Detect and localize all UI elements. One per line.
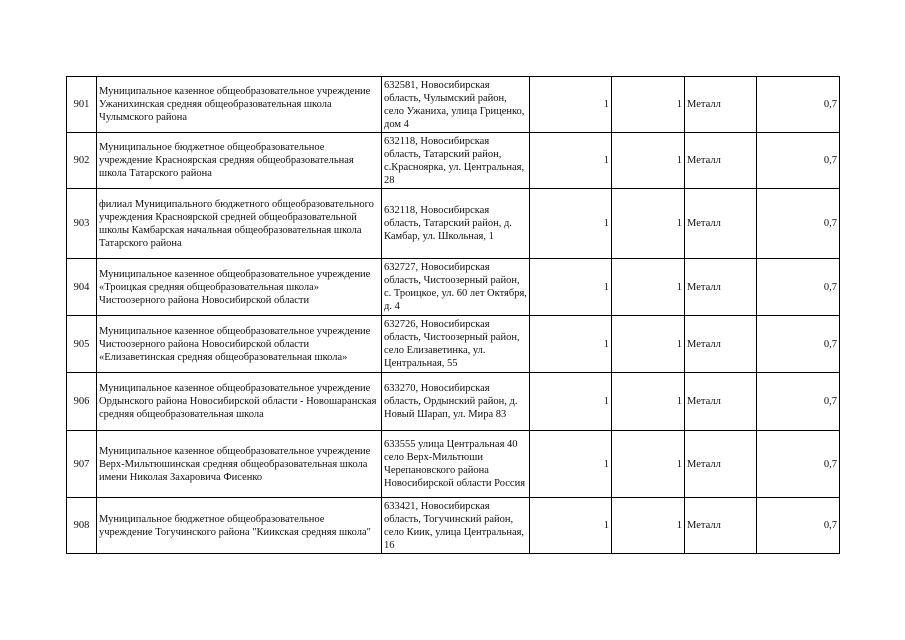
- volume-cell: 0,7: [757, 431, 840, 498]
- quantity-2-cell: 1: [612, 498, 685, 554]
- quantity-2-cell: 1: [612, 259, 685, 316]
- material-cell: Металл: [685, 373, 757, 431]
- quantity-1-cell: 1: [530, 498, 612, 554]
- institution-address-cell: 633270, Новосибирская область, Ордынский район, д. Новый Шарап, ул. Мира 83: [382, 373, 530, 431]
- row-number-cell: 907: [67, 431, 97, 498]
- material-cell: Металл: [685, 133, 757, 189]
- institution-name-cell: Муниципальное казенное общеобразовательное учреждение Чистоозерного района Новосибирской области «Елизаветинская средняя общеобразовательная школа»: [97, 316, 382, 373]
- table-row: [67, 133, 840, 189]
- table-row: [67, 498, 840, 554]
- institution-address-cell: 633555 улица Центральная 40 село Верх-Мильтюши Черепановского района Новосибирской области Россия: [382, 431, 530, 498]
- institution-address-cell: 632118, Новосибирская область, Татарский район, д. Камбар, ул. Школьная, 1: [382, 189, 530, 259]
- quantity-1-cell: 1: [530, 133, 612, 189]
- quantity-2-cell: 1: [612, 133, 685, 189]
- institution-address-cell: 632581, Новосибирская область, Чулымский район, село Ужаниха, улица Гриценко, дом 4: [382, 77, 530, 133]
- material-cell: Металл: [685, 498, 757, 554]
- material-cell: Металл: [685, 259, 757, 316]
- table-row: [67, 431, 840, 498]
- volume-cell: 0,7: [757, 77, 840, 133]
- material-cell: Металл: [685, 316, 757, 373]
- table-row: [67, 316, 840, 373]
- quantity-1-cell: 1: [530, 316, 612, 373]
- institution-name-cell: Муниципальное бюджетное общеобразовательное учреждение Красноярская средняя общеобразовательная школа Татарского района: [97, 133, 382, 189]
- volume-cell: 0,7: [757, 189, 840, 259]
- volume-cell: 0,7: [757, 316, 840, 373]
- material-cell: Металл: [685, 431, 757, 498]
- row-number-cell: 901: [67, 77, 97, 133]
- institution-name-cell: Муниципальное бюджетное общеобразовательное учреждение Тогучинского района "Киикская средняя школа": [97, 498, 382, 554]
- quantity-2-cell: 1: [612, 431, 685, 498]
- quantity-1-cell: 1: [530, 431, 612, 498]
- quantity-1-cell: 1: [530, 373, 612, 431]
- institution-name-cell: филиал Муниципального бюджетного общеобразовательного учреждения Красноярской средней общеобразовательной школы Камбарская начальная общеобразовательная школа Татарского района: [97, 189, 382, 259]
- row-number-cell: 903: [67, 189, 97, 259]
- row-number-cell: 908: [67, 498, 97, 554]
- row-number-cell: 904: [67, 259, 97, 316]
- institution-name-cell: Муниципальное казенное общеобразовательное учреждение Верх-Мильтюшинская средняя общеобразовательная школа имени Николая Захаровича Фисенко: [97, 431, 382, 498]
- table-row: [67, 259, 840, 316]
- row-number-cell: 905: [67, 316, 97, 373]
- table-row: [67, 77, 840, 133]
- table-body: [67, 77, 840, 554]
- quantity-2-cell: 1: [612, 77, 685, 133]
- material-cell: Металл: [685, 189, 757, 259]
- volume-cell: 0,7: [757, 133, 840, 189]
- quantity-1-cell: 1: [530, 189, 612, 259]
- quantity-2-cell: 1: [612, 373, 685, 431]
- institution-address-cell: 632727, Новосибирская область, Чистоозерный район, с. Троицкое, ул. 60 лет Октября, д. 4: [382, 259, 530, 316]
- institution-name-cell: Муниципальное казенное общеобразовательное учреждение «Троицкая средняя общеобразовательная школа» Чистоозерного района Новосибирской области: [97, 259, 382, 316]
- registry-table: [66, 76, 840, 554]
- volume-cell: 0,7: [757, 259, 840, 316]
- quantity-2-cell: 1: [612, 189, 685, 259]
- institution-address-cell: 632118, Новосибирская область, Татарский район, с.Красноярка, ул. Центральная, 28: [382, 133, 530, 189]
- table-row: [67, 373, 840, 431]
- institution-address-cell: 633421, Новосибирская область, Тогучинский район, село Киик, улица Центральная, 16: [382, 498, 530, 554]
- volume-cell: 0,7: [757, 498, 840, 554]
- table-row: [67, 189, 840, 259]
- institution-name-cell: Муниципальное казенное общеобразовательное учреждение Ордынского района Новосибирской области - Новошаранская средняя общеобразовательная школа: [97, 373, 382, 431]
- institution-name-cell: Муниципальное казенное общеобразовательное учреждение Ужанихинская средняя общеобразовательная школа Чулымского района: [97, 77, 382, 133]
- institution-address-cell: 632726, Новосибирская область, Чистоозерный район, село Елизаветинка, ул. Центральная, 55: [382, 316, 530, 373]
- row-number-cell: 902: [67, 133, 97, 189]
- quantity-2-cell: 1: [612, 316, 685, 373]
- quantity-1-cell: 1: [530, 77, 612, 133]
- material-cell: Металл: [685, 77, 757, 133]
- volume-cell: 0,7: [757, 373, 840, 431]
- row-number-cell: 906: [67, 373, 97, 431]
- quantity-1-cell: 1: [530, 259, 612, 316]
